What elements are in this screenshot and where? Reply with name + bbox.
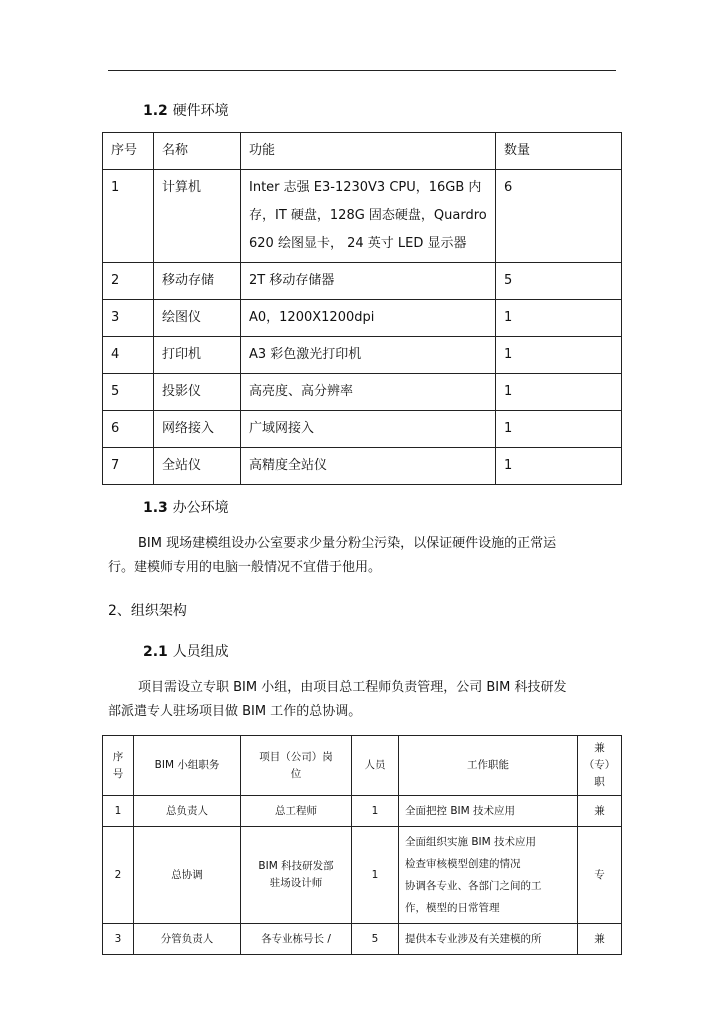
cell-seq: 2 xyxy=(103,263,154,300)
cell-line: BIM 科技研发部 xyxy=(258,860,334,872)
header-cell-seq xyxy=(103,736,134,796)
cell-seq: 7 xyxy=(103,448,154,485)
cell-line: 全面组织实施 BIM 技术应用 xyxy=(405,836,537,848)
cell-quantity: 1 xyxy=(496,300,622,337)
header-line: 号 xyxy=(112,767,124,780)
header-cell-name: 名称 xyxy=(154,133,241,170)
paragraph-line: 项目需设立专职 BIM 小组，由项目总工程师负责管理，公司 BIM 科技研发 xyxy=(138,680,567,695)
table-row xyxy=(103,924,622,955)
cell-function-line: 620 绘图显卡， 24 英寸 LED 显示器 xyxy=(249,236,467,251)
section-title: 硬件环境 xyxy=(172,103,229,119)
cell-role: 总协调 xyxy=(134,827,241,924)
cell-seq: 3 xyxy=(103,924,134,955)
section-title: 办公环境 xyxy=(172,500,229,516)
cell-quantity: 1 xyxy=(496,374,622,411)
table-row xyxy=(103,300,622,337)
cell-seq: 3 xyxy=(103,300,154,337)
cell-seq: 1 xyxy=(103,170,154,263)
header-cell-type xyxy=(578,736,622,796)
cell-seq: 5 xyxy=(103,374,154,411)
cell-name: 打印机 xyxy=(154,337,241,374)
cell-quantity: 1 xyxy=(496,411,622,448)
cell-function: 广域网接入 xyxy=(241,411,496,448)
cell-count: 1 xyxy=(352,827,399,924)
cell-function xyxy=(241,170,496,263)
table-row xyxy=(103,263,622,300)
section-heading-hardware xyxy=(143,100,229,120)
header-line: 位 xyxy=(290,767,302,780)
paragraph-line: 行。建模师专用的电脑一般情况不宜借于他用。 xyxy=(108,560,382,575)
cell-name: 计算机 xyxy=(154,170,241,263)
cell-count: 5 xyxy=(352,924,399,955)
cell-post xyxy=(241,827,352,924)
cell-name: 移动存储 xyxy=(154,263,241,300)
section-number: 1.2 xyxy=(143,103,168,119)
cell-line: 协调各专业、各部门之间的工 xyxy=(405,880,542,892)
cell-function: 2T 移动存储器 xyxy=(241,263,496,300)
section-number: 1.3 xyxy=(143,500,168,516)
cell-line: 检查审核模型创建的情况 xyxy=(405,858,521,870)
table-row xyxy=(103,337,622,374)
cell-quantity: 1 xyxy=(496,337,622,374)
cell-seq: 1 xyxy=(103,796,134,827)
cell-type: 专 xyxy=(578,827,622,924)
cell-seq: 6 xyxy=(103,411,154,448)
cell-count: 1 xyxy=(352,796,399,827)
office-paragraph xyxy=(108,532,556,580)
table-row xyxy=(103,170,622,263)
section-title: 人员组成 xyxy=(172,644,229,660)
cell-seq: 4 xyxy=(103,337,154,374)
header-cell-seq: 序号 xyxy=(103,133,154,170)
hardware-table xyxy=(102,132,622,485)
cell-post: 各专业栋号长 / xyxy=(241,924,352,955)
header-line: 兼（专） xyxy=(583,742,616,771)
cell-type: 兼 xyxy=(578,796,622,827)
cell-function-line: Inter 志强 E3-1230V3 CPU，16GB 内 xyxy=(249,180,482,195)
table-header-row xyxy=(103,736,622,796)
header-line: 项目（公司）岗 xyxy=(259,750,333,763)
cell-name: 绘图仪 xyxy=(154,300,241,337)
cell-name: 投影仪 xyxy=(154,374,241,411)
table-row xyxy=(103,411,622,448)
table-row xyxy=(103,374,622,411)
table-row xyxy=(103,448,622,485)
section-heading-office xyxy=(143,497,229,517)
cell-function: A0，1200X1200dpi xyxy=(241,300,496,337)
table-row xyxy=(103,796,622,827)
header-cell-duty: 工作职能 xyxy=(399,736,578,796)
cell-function: A3 彩色激光打印机 xyxy=(241,337,496,374)
cell-duty: 提供本专业涉及有关建模的所 xyxy=(399,924,578,955)
cell-function-line: 存，IT 硬盘，128G 固态硬盘，Quardro xyxy=(249,208,487,223)
header-cell-count: 人员 xyxy=(352,736,399,796)
cell-duty xyxy=(399,827,578,924)
cell-name: 全站仪 xyxy=(154,448,241,485)
header-line: 序 xyxy=(112,750,124,763)
section-title: 2、组织架构 xyxy=(108,603,187,619)
cell-function: 高精度全站仪 xyxy=(241,448,496,485)
cell-quantity: 6 xyxy=(496,170,622,263)
cell-role: 总负责人 xyxy=(134,796,241,827)
staff-table xyxy=(102,735,622,955)
cell-seq: 2 xyxy=(103,827,134,924)
cell-role: 分管负责人 xyxy=(134,924,241,955)
section-heading-org xyxy=(108,600,187,620)
header-cell-post xyxy=(241,736,352,796)
cell-type: 兼 xyxy=(578,924,622,955)
cell-quantity: 5 xyxy=(496,263,622,300)
staff-paragraph xyxy=(108,676,566,724)
cell-line: 驻场设计师 xyxy=(269,877,323,889)
table-row xyxy=(103,827,622,924)
cell-duty: 全面把控 BIM 技术应用 xyxy=(399,796,578,827)
header-cell-role: BIM 小组职务 xyxy=(134,736,241,796)
table-header-row xyxy=(103,133,622,170)
header-cell-function: 功能 xyxy=(241,133,496,170)
cell-line: 作，模型的日常管理 xyxy=(405,902,500,914)
header-line: 职 xyxy=(594,776,605,788)
paragraph-line: BIM 现场建模组设办公室要求少量分粉尘污染，以保证硬件设施的正常运 xyxy=(138,536,557,551)
section-heading-staff xyxy=(143,641,229,661)
cell-name: 网络接入 xyxy=(154,411,241,448)
header-rule xyxy=(108,70,616,71)
cell-function: 高亮度、高分辨率 xyxy=(241,374,496,411)
cell-post: 总工程师 xyxy=(241,796,352,827)
section-number: 2.1 xyxy=(143,644,168,660)
cell-quantity: 1 xyxy=(496,448,622,485)
header-cell-quantity: 数量 xyxy=(496,133,622,170)
paragraph-line: 部派遣专人驻场项目做 BIM 工作的总协调。 xyxy=(108,704,362,719)
